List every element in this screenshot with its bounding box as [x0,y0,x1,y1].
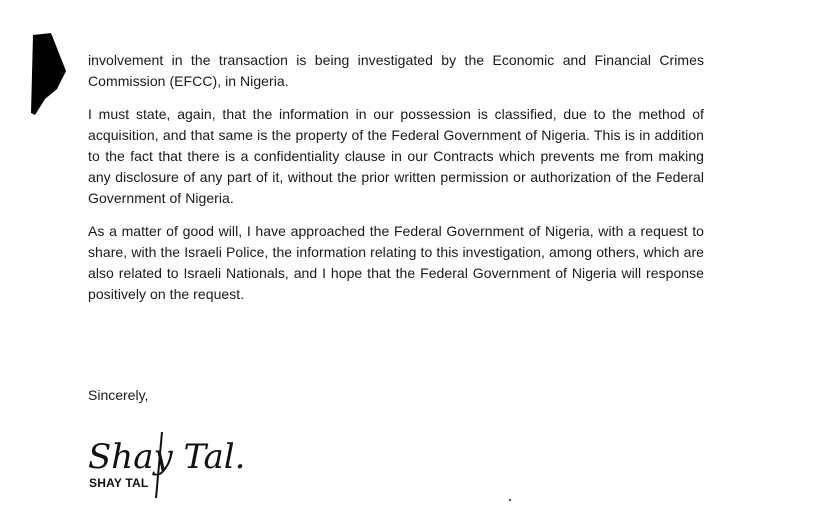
paragraph-classified-information: I must state, again, that the information in our possession is classified, due to the method of acquisition, and that same is the property of the Federal Government of Nigeria. This is in addition to the fact that there is a confidentiality clause in our Contracts which prevents me from making any disclosure of any part of it, without the prior written permission or authorization of the Federal Government of Nigeria. [88,106,704,206]
scan-speck [509,499,511,501]
closing-salutation: Sincerely, [88,387,149,403]
signature-script: Shay Tal. [88,437,246,477]
paragraph-good-will-request: As a matter of good will, I have approached the Federal Government of Nigeria, with a request to share, with the Israeli Police, the information relating to this investigation, among others, which are also related to Israeli Nationals, and I hope that the Federal Government of Nigeria will response positively on the request. [88,223,704,302]
signer-name: SHAY TAL [89,476,149,490]
letter-body [88,50,704,317]
paragraph-continuation: involvement in the transaction is being investigated by the Economic and Financial Crimes Commission (EFCC), in Nigeria. [88,52,704,89]
redaction-mark [31,33,67,115]
handwritten-signature [84,424,246,502]
